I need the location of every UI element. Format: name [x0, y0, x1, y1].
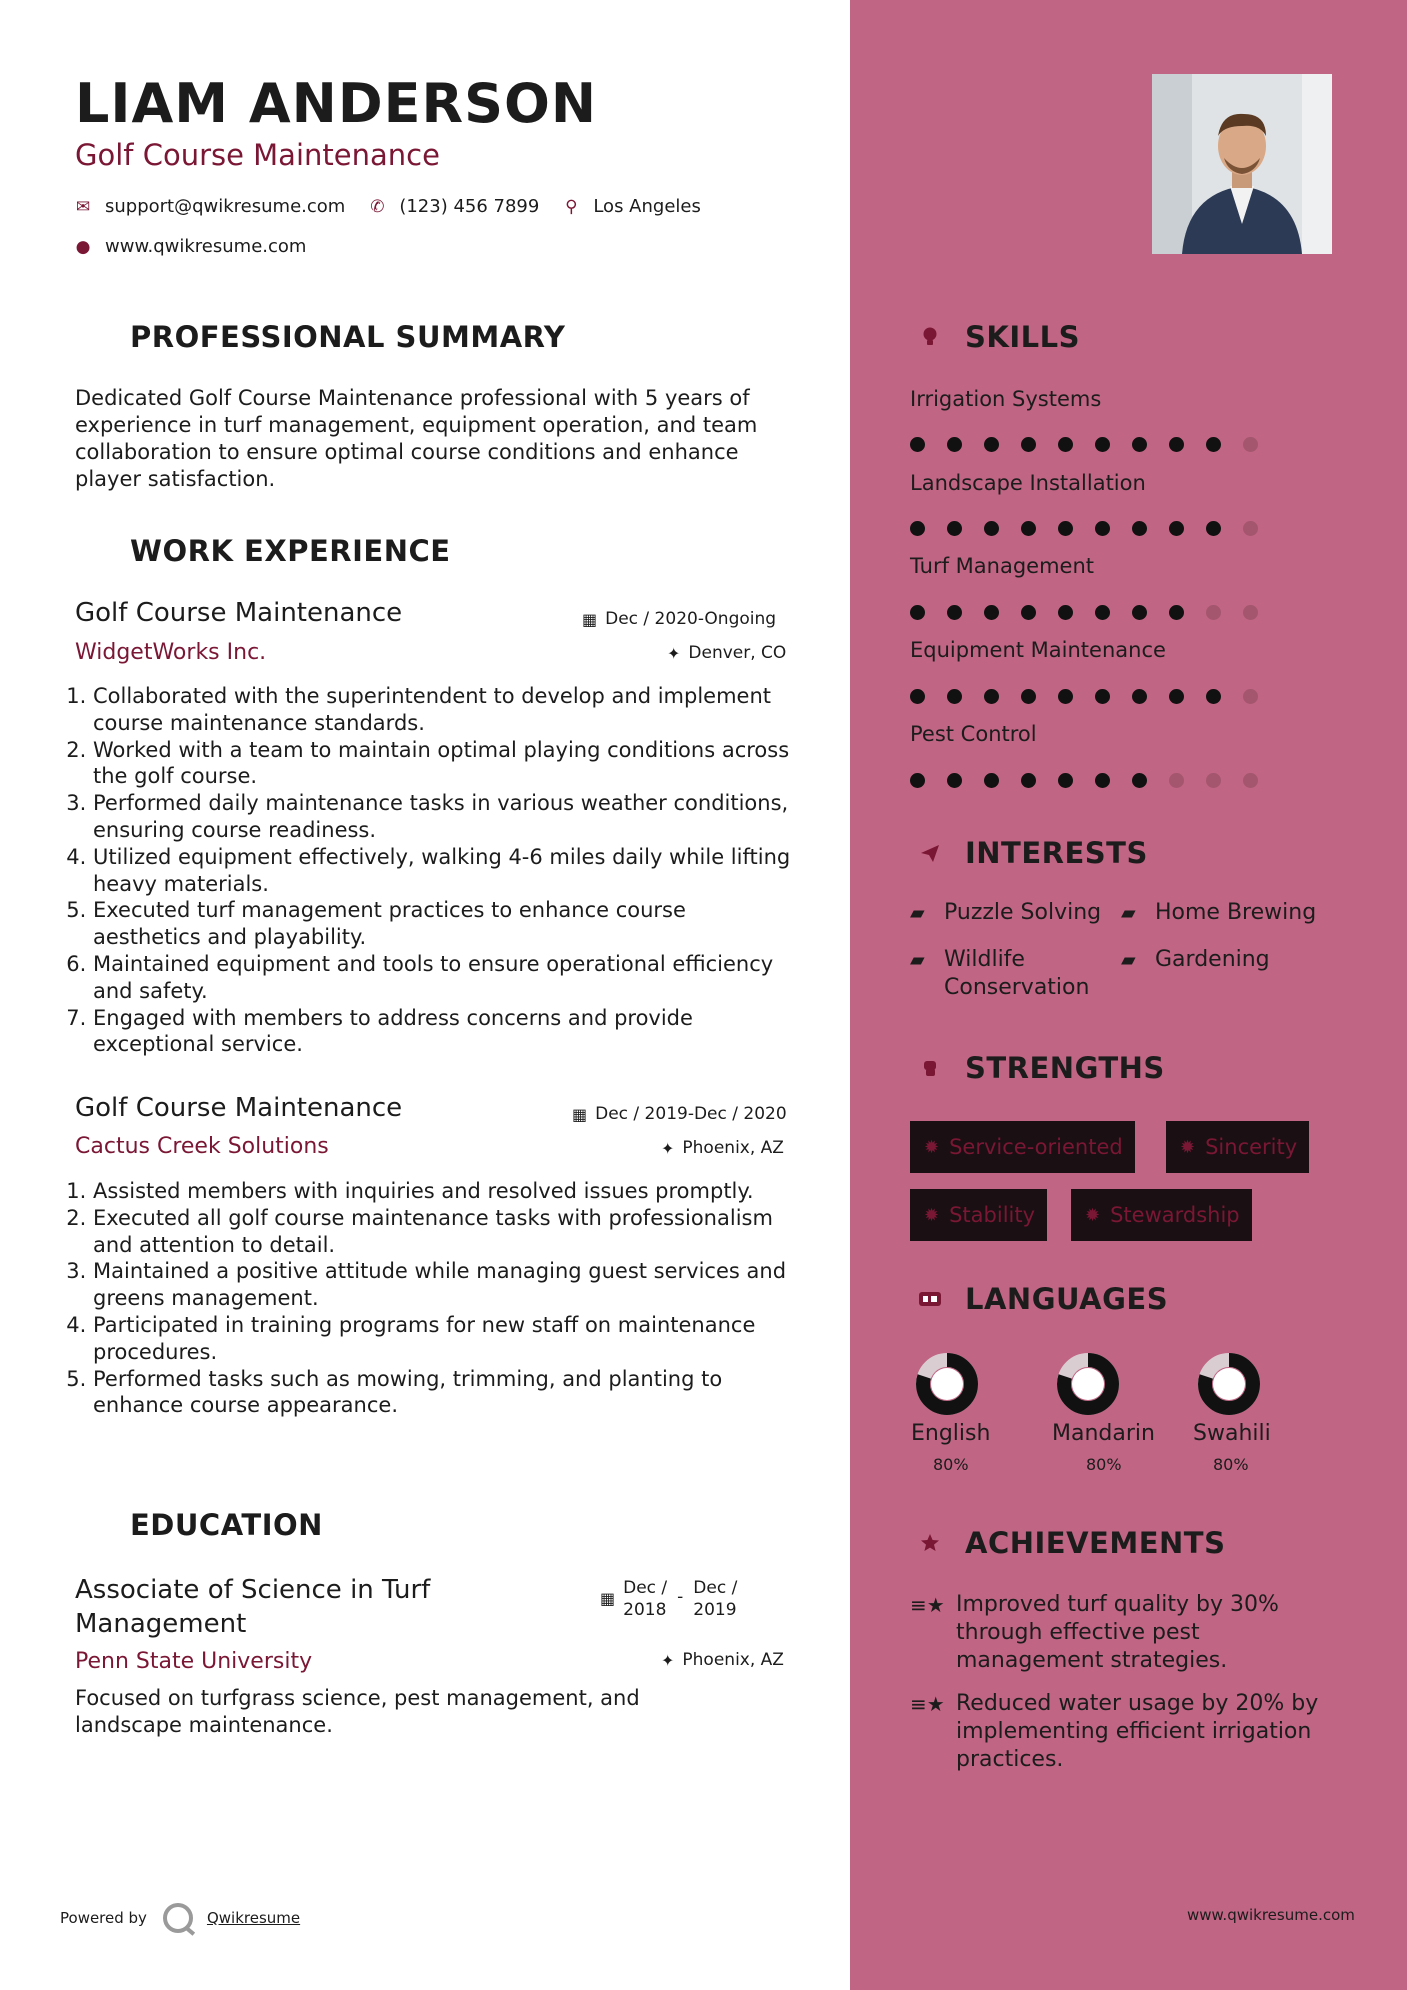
strengths-heading — [910, 1048, 1165, 1088]
skill-dot-filled — [1206, 521, 1221, 536]
skill-dot-empty — [1243, 689, 1258, 704]
job-2-location-text: Phoenix, AZ — [682, 1138, 784, 1158]
qwikresume-logo-icon — [163, 1903, 193, 1933]
languages-divider — [910, 1326, 1333, 1329]
user-icon — [75, 317, 115, 357]
skill-rating — [910, 437, 1280, 452]
list-item: 4. Participated in training programs for new staff on maintenance procedures. — [93, 1312, 793, 1366]
education-heading — [75, 1505, 323, 1545]
strength-label: Sincerity — [1205, 1135, 1298, 1159]
map-pin-icon: ⚲ — [565, 196, 578, 217]
interest-label: Conservation — [944, 975, 1090, 1000]
lightbulb-icon — [910, 317, 950, 357]
skill-dot-filled — [1058, 689, 1073, 704]
achievement-line: Improved turf quality by 30% — [956, 1592, 1279, 1617]
skill-dot-filled — [947, 437, 962, 452]
skill-dot-filled — [910, 521, 925, 536]
skill-dot-filled — [910, 773, 925, 788]
job-2-title: Golf Course Maintenance — [75, 1093, 403, 1123]
interest-item — [1121, 946, 1270, 974]
strength-tag — [1166, 1121, 1309, 1173]
skill-dot-filled — [1169, 521, 1184, 536]
education-location-text: Phoenix, AZ — [682, 1650, 784, 1670]
language-ring — [1056, 1352, 1120, 1416]
language-percent: 80% — [1086, 1455, 1122, 1474]
skill-dot-empty — [1243, 773, 1258, 788]
job-1-duties — [93, 683, 793, 1058]
language-ring — [1197, 1352, 1261, 1416]
skill-dot-empty — [1169, 773, 1184, 788]
skill-label: Pest Control — [910, 722, 1037, 746]
degree-line-2: Management — [75, 1609, 247, 1639]
skill-dot-filled — [1132, 773, 1147, 788]
interest-item — [1121, 899, 1316, 927]
strength-tag — [1071, 1189, 1252, 1241]
skill-dot-filled — [1021, 773, 1036, 788]
pin-icon: ✦ — [661, 1650, 675, 1670]
language-name: Mandarin — [1052, 1421, 1155, 1446]
skill-dot-filled — [910, 437, 925, 452]
candidate-name: LIAM ANDERSON — [75, 72, 598, 135]
globe-icon: ● — [75, 236, 91, 257]
star-icon: ≡★ — [910, 1692, 945, 1716]
book-icon: ▰ — [910, 949, 925, 971]
summary-heading — [75, 317, 565, 357]
languages-title: LANGUAGES — [965, 1282, 1169, 1316]
website-row — [75, 236, 330, 257]
school-name: Penn State University — [75, 1649, 313, 1674]
job-1-dates — [582, 609, 776, 629]
pin-icon: ✦ — [661, 1138, 675, 1158]
phone-text: (123) 456 7899 — [399, 196, 540, 217]
language-name: Swahili — [1193, 1421, 1271, 1446]
list-item: 3. Maintained a positive attitude while managing guest services and greens management. — [93, 1258, 793, 1312]
strength-label: Service-oriented — [949, 1135, 1123, 1159]
skill-dot-filled — [1132, 437, 1147, 452]
calendar-icon: ▦ — [600, 1589, 616, 1608]
skill-dot-empty — [1206, 605, 1221, 620]
calendar-icon: ▦ — [582, 609, 598, 629]
achievements-divider — [910, 1570, 1333, 1573]
skill-label: Equipment Maintenance — [910, 638, 1166, 662]
skill-dot-filled — [984, 773, 999, 788]
skill-dot-filled — [1058, 437, 1073, 452]
list-item: 1. Assisted members with inquiries and resolved issues promptly. — [93, 1178, 793, 1205]
education-title: EDUCATION — [130, 1508, 323, 1542]
job-1-dates-text: Dec / 2020-Ongoing — [605, 609, 777, 629]
strengths-divider — [910, 1095, 1333, 1098]
interest-label: Wildlife — [944, 947, 1025, 972]
interests-divider — [910, 880, 1333, 883]
job-2-dates — [572, 1104, 787, 1124]
language-ring — [915, 1352, 979, 1416]
list-item: 2. Executed all golf course maintenance tasks with professionalism and attention to detail. — [93, 1205, 793, 1259]
language-ring-center — [1213, 1368, 1245, 1400]
contact-row — [75, 196, 725, 217]
skill-dot-filled — [1095, 689, 1110, 704]
strength-label: Stewardship — [1110, 1203, 1240, 1227]
footer-site-link[interactable]: www.qwikresume.com — [1187, 1906, 1355, 1924]
job-2-location — [661, 1138, 784, 1158]
job-1-location-text: Denver, CO — [688, 643, 787, 663]
language-percent: 80% — [1213, 1455, 1249, 1474]
skill-dot-filled — [1095, 521, 1110, 536]
star-badge-icon — [910, 1523, 950, 1563]
skills-heading — [910, 317, 1080, 357]
achievement-line: Reduced water usage by 20% by — [956, 1691, 1319, 1716]
experience-title: WORK EXPERIENCE — [130, 534, 451, 568]
skill-dot-empty — [1243, 521, 1258, 536]
skill-dot-empty — [1243, 605, 1258, 620]
calendar-icon: ▦ — [572, 1104, 588, 1124]
skill-dot-filled — [1132, 689, 1147, 704]
list-item: 1. Collaborated with the superintendent to develop and implement course maintenance standards. — [93, 683, 793, 737]
experience-divider — [75, 578, 792, 581]
interest-item — [910, 946, 1089, 1002]
skill-dot-filled — [947, 773, 962, 788]
graduation-cap-icon — [75, 1505, 115, 1545]
job-1-title: Golf Course Maintenance — [75, 598, 403, 628]
skill-dot-filled — [1132, 605, 1147, 620]
pin-icon: ✦ — [667, 643, 681, 663]
skill-rating — [910, 605, 1280, 620]
skill-dot-filled — [947, 689, 962, 704]
gear-icon: ✹ — [1180, 1136, 1196, 1158]
skill-dot-filled — [1206, 437, 1221, 452]
skills-divider — [910, 364, 1333, 367]
skill-label: Landscape Installation — [910, 471, 1146, 495]
skill-dot-filled — [984, 689, 999, 704]
language-percent: 80% — [933, 1455, 969, 1474]
skill-dot-filled — [910, 689, 925, 704]
book-icon: ▰ — [910, 902, 925, 924]
skill-dot-filled — [1169, 437, 1184, 452]
skill-rating — [910, 689, 1280, 704]
skill-dot-filled — [1058, 773, 1073, 788]
edu-start-line-1: Dec / — [623, 1578, 668, 1598]
website-link[interactable]: www.qwikresume.com — [105, 236, 307, 257]
skill-dot-filled — [1021, 521, 1036, 536]
job-2-company: Cactus Creek Solutions — [75, 1134, 329, 1159]
summary-title: PROFESSIONAL SUMMARY — [130, 320, 566, 354]
language-name: English — [911, 1421, 991, 1446]
interest-label: Home Brewing — [1155, 900, 1317, 925]
skill-rating — [910, 521, 1280, 536]
book-icon: ▰ — [1121, 902, 1136, 924]
book-icon: ▰ — [1121, 949, 1136, 971]
skill-dot-filled — [1095, 605, 1110, 620]
education-divider — [75, 1552, 792, 1555]
skill-rating — [910, 773, 1280, 788]
envelope-icon: ✉ — [75, 196, 91, 217]
translate-icon — [910, 1279, 950, 1319]
list-item: 2. Worked with a team to maintain optimal playing conditions across the golf course. — [93, 737, 793, 791]
languages-heading — [910, 1279, 1168, 1319]
email-link[interactable]: support@qwikresume.com — [105, 196, 346, 217]
skill-dot-filled — [947, 521, 962, 536]
skill-dot-filled — [1058, 605, 1073, 620]
language-ring-center — [1072, 1368, 1104, 1400]
degree-line-1: Associate of Science in Turf — [75, 1575, 431, 1605]
job-2-duties — [93, 1178, 793, 1419]
list-item: 7. Engaged with members to address concerns and provide exceptional service. — [93, 1005, 793, 1059]
footer-powered-by — [60, 1903, 300, 1933]
job-2-dates-text: Dec / 2019-Dec / 2020 — [595, 1104, 787, 1124]
summary-text: Dedicated Golf Course Maintenance professional with 5 years of experience in turf management, equipment operation, and team collaboration to ensure optimal course conditions and enhance player satisfaction. — [75, 386, 758, 491]
achievements-title: ACHIEVEMENTS — [965, 1526, 1226, 1560]
strength-label: Stability — [949, 1203, 1036, 1227]
skill-dot-empty — [1243, 437, 1258, 452]
list-item: 6. Maintained equipment and tools to ensure operational efficiency and safety. — [93, 951, 793, 1005]
skill-dot-filled — [1169, 605, 1184, 620]
job-1-location — [667, 643, 786, 663]
skill-label: Turf Management — [910, 554, 1094, 578]
edu-end-line-2: 2019 — [693, 1600, 737, 1620]
skill-dot-filled — [1169, 689, 1184, 704]
degree-title — [75, 1573, 430, 1641]
briefcase-icon — [75, 531, 115, 571]
achievement-line: implementing efficient irrigation — [956, 1719, 1312, 1744]
interest-item — [910, 899, 1101, 927]
skill-dot-filled — [1095, 437, 1110, 452]
skill-dot-filled — [1095, 773, 1110, 788]
education-location — [661, 1650, 784, 1670]
interest-label: Puzzle Solving — [944, 900, 1102, 925]
strengths-title: STRENGTHS — [965, 1051, 1165, 1085]
achievements-heading — [910, 1523, 1225, 1563]
brand-link[interactable]: Qwikresume — [206, 1909, 301, 1927]
profile-photo — [1152, 74, 1332, 254]
job-1-company: WidgetWorks Inc. — [75, 640, 267, 665]
language-ring-center — [931, 1368, 963, 1400]
summary-divider — [75, 364, 792, 367]
skills-title: SKILLS — [965, 320, 1080, 354]
star-icon: ≡★ — [910, 1593, 945, 1617]
skill-dot-filled — [1021, 437, 1036, 452]
achievement-line: through effective pest — [956, 1620, 1200, 1645]
list-item: 5. Executed turf management practices to enhance course aesthetics and playability. — [93, 897, 793, 951]
edu-start-line-2: 2018 — [623, 1600, 667, 1620]
gear-icon: ✹ — [924, 1204, 940, 1226]
list-item: 4. Utilized equipment effectively, walking 4-6 miles daily while lifting heavy materials. — [93, 844, 793, 898]
interests-title: INTERESTS — [965, 836, 1148, 870]
powered-by-text: Powered by — [60, 1909, 147, 1927]
gear-icon: ✹ — [924, 1136, 940, 1158]
skill-dot-filled — [1132, 521, 1147, 536]
skill-dot-filled — [910, 605, 925, 620]
experience-heading — [75, 531, 451, 571]
list-item: 5. Performed tasks such as mowing, trimming, and planting to enhance course appearance. — [93, 1366, 793, 1420]
phone-icon: ✆ — [370, 196, 385, 217]
achievement-item — [910, 1690, 1318, 1774]
skill-dot-filled — [984, 437, 999, 452]
achievement-item — [910, 1591, 1279, 1675]
education-description: Focused on turfgrass science, pest management, and landscape maintenance. — [75, 1686, 640, 1737]
skill-dot-filled — [984, 605, 999, 620]
skill-dot-filled — [984, 521, 999, 536]
interest-label: Gardening — [1155, 947, 1270, 972]
skill-dot-filled — [1021, 605, 1036, 620]
achievement-line: practices. — [956, 1747, 1064, 1772]
skill-dot-filled — [1021, 689, 1036, 704]
paper-plane-icon — [910, 833, 950, 873]
edu-end-line-1: Dec / — [693, 1578, 738, 1598]
interests-heading — [910, 833, 1148, 873]
skill-dot-filled — [1206, 689, 1221, 704]
gear-icon: ✹ — [1085, 1204, 1101, 1226]
skill-dot-filled — [1058, 521, 1073, 536]
education-dates: ▦ Dec / 2018 - Dec / 2019 — [600, 1578, 738, 1620]
skill-label: Irrigation Systems — [910, 387, 1102, 411]
candidate-role: Golf Course Maintenance — [75, 138, 440, 172]
skill-dot-empty — [1206, 773, 1221, 788]
strength-tag — [910, 1121, 1135, 1173]
list-item: 3. Performed daily maintenance tasks in various weather conditions, ensuring course readiness. — [93, 790, 793, 844]
fist-icon — [910, 1048, 950, 1088]
location-text: Los Angeles — [593, 196, 701, 217]
skill-dot-filled — [947, 605, 962, 620]
achievement-line: management strategies. — [956, 1648, 1228, 1673]
strength-tag — [910, 1189, 1047, 1241]
